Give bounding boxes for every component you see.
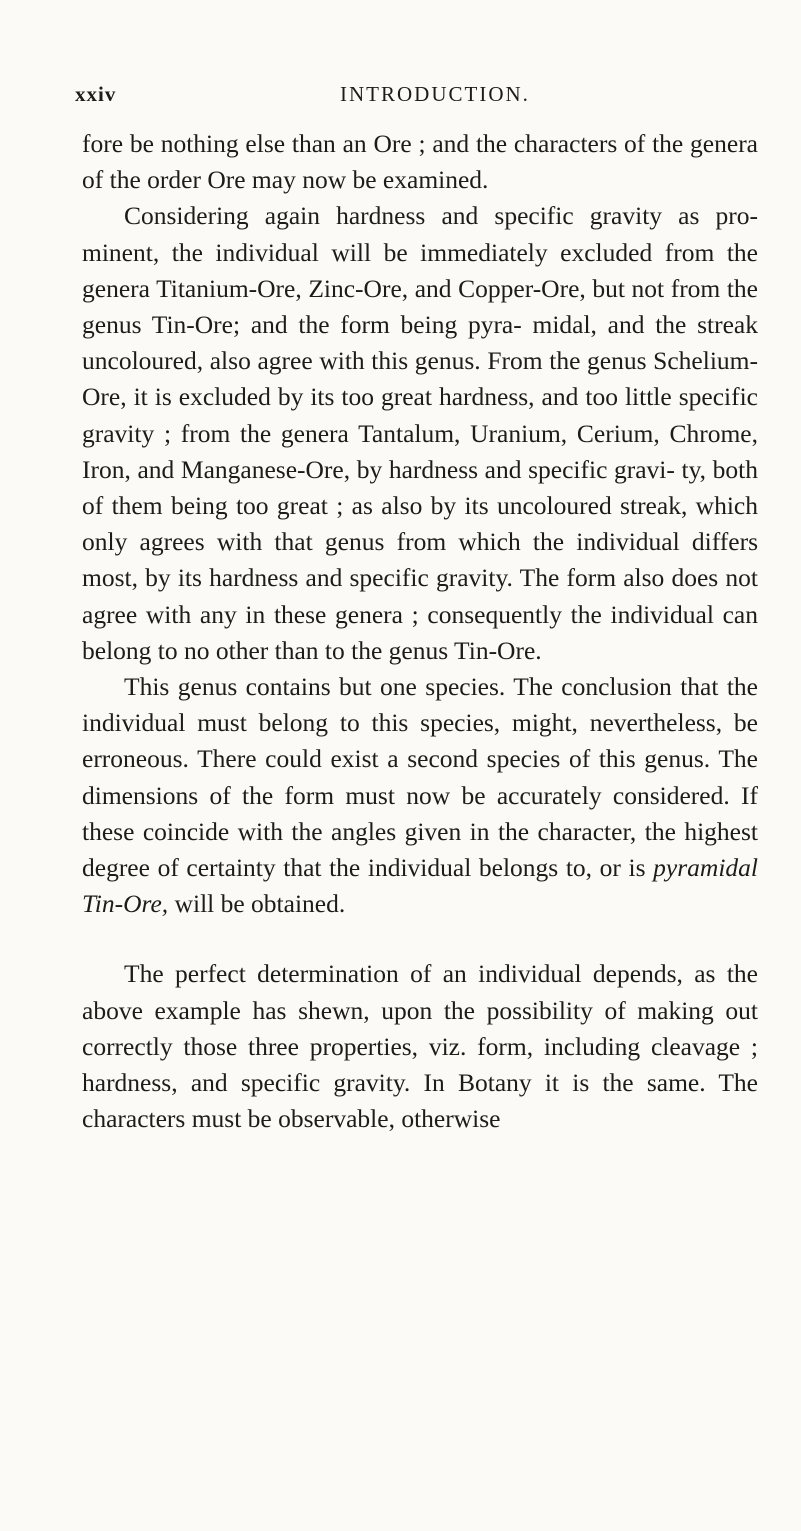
- body-text: [82, 126, 758, 1137]
- paragraph-3-text-end: will be obtained.: [168, 889, 346, 919]
- species-name-italic: pyramidal Tin-Ore,: [82, 853, 758, 919]
- paragraph-2: Considering again hardness and specific gravity as pro- minent, the individual will be immediately excluded from the genera Titanium-Ore, Zinc-Ore, and Copper-Ore, but not from the genus Tin-Ore; and the form being pyra- midal, and the streak uncoloured, also agree with this genus. From the genus Schelium-Ore, it is excluded by its too great hardness, and too little specific gravity ; from the genera Tantalum, Uranium, Cerium, Chrome, Iron, and Manganese-Ore, by hardness and specific gravi- ty, both of them being too great ; as also by its uncoloured streak, which only agrees with that genus from which the individual differs most, by its hardness and specific gravity. The form also does not agree with any in these genera ; consequently the individual can belong to no other than to the genus Tin-Ore.: [82, 201, 758, 665]
- paragraph-3: [82, 669, 758, 922]
- running-head: [75, 82, 715, 112]
- paragraph-4: The perfect determination of an individual depends, as the above example has shewn, upon the possibility of making out correctly those three properties, viz. form, including cleavage ; hardness, and specific gravity. In Botany it is the same. The characters must be observable, otherwise: [82, 959, 758, 1134]
- paragraph-3-text-start: This genus contains but one species. The conclusion that the individual must belong to this species, might, nevertheless, be erroneous. There could exist a second species of this genus. The dimensions of the form must now be accurately considered. If these coincide with the angles given in the character, the highest degree of certainty that the individual belongs to, or is: [82, 672, 758, 883]
- paragraph-1: fore be nothing else than an Ore ; and the characters of the genera of the order Ore may now be examined.: [82, 129, 758, 195]
- page-number: xxiv: [75, 82, 117, 106]
- running-title: INTRODUCTION.: [340, 82, 530, 106]
